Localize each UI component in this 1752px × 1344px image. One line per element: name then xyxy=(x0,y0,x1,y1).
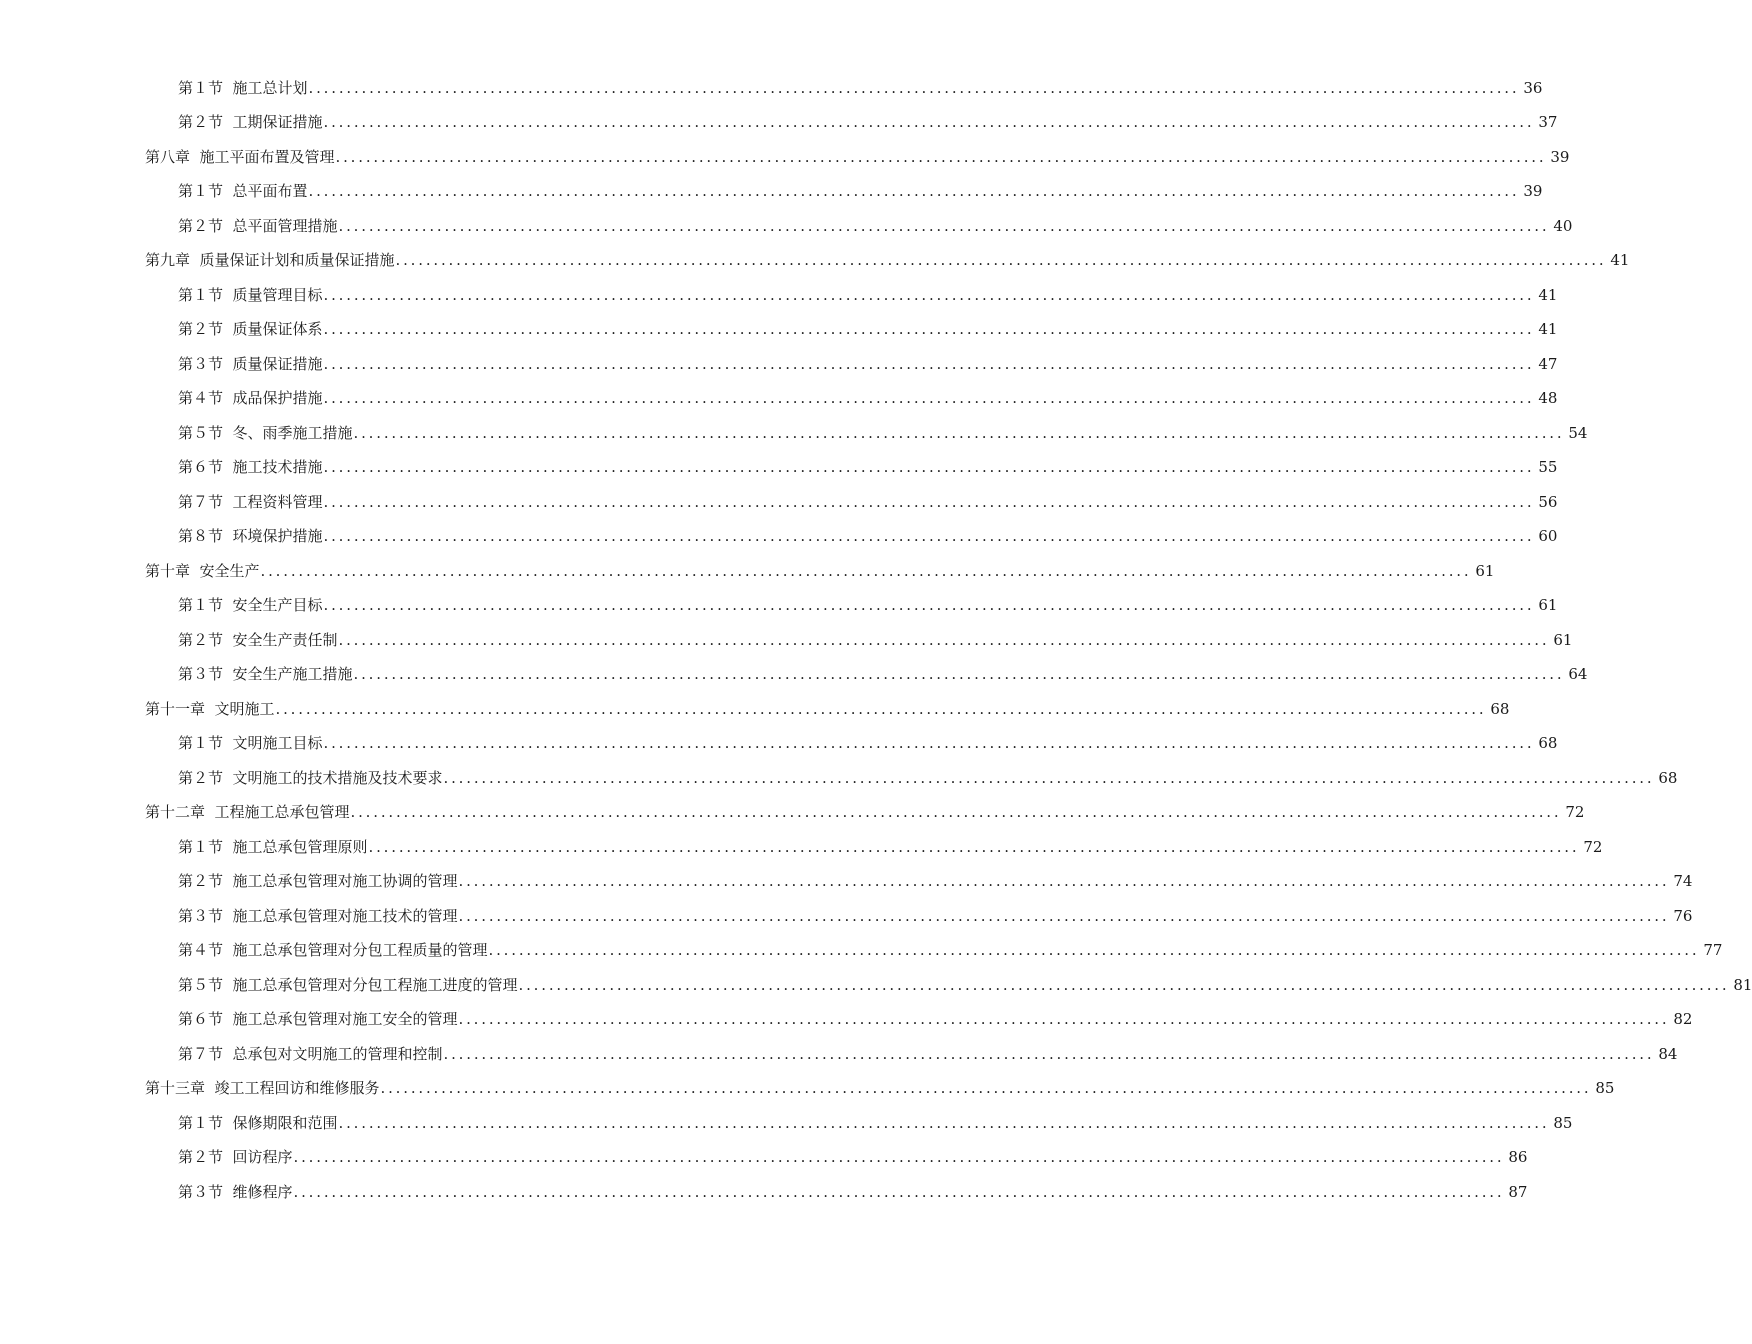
toc-entry-title: 第十一章 文明施工 xyxy=(145,699,275,718)
toc-page-number: 39 xyxy=(1523,182,1543,201)
toc-section-entry[interactable] xyxy=(0,451,1558,486)
toc-entry-title: 第２节 总平面管理措施 xyxy=(178,216,338,235)
toc-dot-leader: ................................................................................................................................................................ xyxy=(338,216,1550,235)
toc-entry-title: 第７节 工程资料管理 xyxy=(178,492,323,511)
toc-dot-leader: ................................................................................................................................................................ xyxy=(368,837,1580,856)
toc-section-entry[interactable] xyxy=(0,589,1558,624)
toc-section-entry[interactable] xyxy=(0,934,1723,969)
toc-page-number: 56 xyxy=(1538,492,1558,511)
toc-section-entry[interactable] xyxy=(0,830,1603,865)
toc-dot-leader: ................................................................................................................................................................ xyxy=(308,182,1520,201)
toc-section-entry[interactable] xyxy=(0,1037,1678,1072)
toc-page-number: 37 xyxy=(1538,113,1558,132)
toc-dot-leader: ................................................................................................................................................................ xyxy=(323,458,1535,477)
toc-page-number: 68 xyxy=(1490,699,1510,718)
toc-page-number: 87 xyxy=(1508,1182,1528,1201)
toc-entry-title: 第十章 安全生产 xyxy=(145,561,260,580)
toc-page-number: 47 xyxy=(1538,354,1558,373)
toc-dot-leader: ................................................................................................................................................................ xyxy=(353,665,1565,684)
toc-section-entry[interactable] xyxy=(0,1141,1528,1176)
toc-page-number: 68 xyxy=(1658,768,1678,787)
toc-dot-leader: ................................................................................................................................................................ xyxy=(323,354,1535,373)
toc-page-number: 61 xyxy=(1553,630,1573,649)
toc-chapter-entry[interactable] xyxy=(0,244,1630,279)
toc-entry-title: 第５节 冬、雨季施工措施 xyxy=(178,423,353,442)
toc-page-number: 54 xyxy=(1568,423,1588,442)
toc-dot-leader: ................................................................................................................................................................ xyxy=(323,492,1535,511)
toc-page-number: 68 xyxy=(1538,734,1558,753)
toc-entry-title: 第３节 安全生产施工措施 xyxy=(178,665,353,684)
toc-chapter-entry[interactable] xyxy=(0,554,1495,589)
toc-page-number: 82 xyxy=(1673,1010,1693,1029)
toc-entry-title: 第２节 安全生产责任制 xyxy=(178,630,338,649)
toc-dot-leader: ................................................................................................................................................................ xyxy=(458,872,1670,891)
toc-entry-title: 第５节 施工总承包管理对分包工程施工进度的管理 xyxy=(178,975,518,994)
toc-dot-leader: ................................................................................................................................................................ xyxy=(323,320,1535,339)
toc-entry-title: 第十三章 竣工工程回访和维修服务 xyxy=(145,1079,380,1098)
toc-dot-leader: ................................................................................................................................................................ xyxy=(293,1148,1505,1167)
toc-dot-leader: ................................................................................................................................................................ xyxy=(443,768,1655,787)
toc-entry-title: 第２节 质量保证体系 xyxy=(178,320,323,339)
toc-page-number: 41 xyxy=(1538,320,1558,339)
toc-entry-title: 第６节 施工总承包管理对施工安全的管理 xyxy=(178,1010,458,1029)
toc-page-number: 61 xyxy=(1538,596,1558,615)
toc-page-number: 84 xyxy=(1658,1044,1678,1063)
toc-section-entry[interactable] xyxy=(0,485,1558,520)
toc-section-entry[interactable] xyxy=(0,106,1558,141)
toc-section-entry[interactable] xyxy=(0,623,1573,658)
toc-page-number: 48 xyxy=(1538,389,1558,408)
toc-dot-leader: ................................................................................................................................................................ xyxy=(338,1113,1550,1132)
toc-section-entry[interactable] xyxy=(0,209,1573,244)
toc-page-number: 61 xyxy=(1475,561,1495,580)
toc-page-number: 41 xyxy=(1538,285,1558,304)
toc-entry-title: 第３节 施工总承包管理对施工技术的管理 xyxy=(178,906,458,925)
toc-section-entry[interactable] xyxy=(0,520,1558,555)
toc-entry-title: 第２节 施工总承包管理对施工协调的管理 xyxy=(178,872,458,891)
toc-entry-title: 第１节 施工总承包管理原则 xyxy=(178,837,368,856)
toc-entry-title: 第十二章 工程施工总承包管理 xyxy=(145,803,350,822)
toc-dot-leader: ................................................................................................................................................................ xyxy=(443,1044,1655,1063)
toc-section-entry[interactable] xyxy=(0,968,1752,1003)
toc-page-number: 39 xyxy=(1550,147,1570,166)
toc-entry-title: 第４节 成品保护措施 xyxy=(178,389,323,408)
toc-section-entry[interactable] xyxy=(0,347,1558,382)
toc-page-number: 41 xyxy=(1610,251,1630,270)
toc-entry-title: 第１节 施工总计划 xyxy=(178,78,308,97)
toc-chapter-entry[interactable] xyxy=(0,796,1585,831)
toc-section-entry[interactable] xyxy=(0,1003,1693,1038)
toc-page-number: 55 xyxy=(1538,458,1558,477)
toc-dot-leader: ................................................................................................................................................................ xyxy=(458,906,1670,925)
toc-entry-title: 第７节 总承包对文明施工的管理和控制 xyxy=(178,1044,443,1063)
toc-section-entry[interactable] xyxy=(0,761,1678,796)
toc-entry-title: 第１节 质量管理目标 xyxy=(178,285,323,304)
toc-section-entry[interactable] xyxy=(0,727,1558,762)
toc-chapter-entry[interactable] xyxy=(0,140,1570,175)
toc-dot-leader: ................................................................................................................................................................ xyxy=(275,699,1487,718)
toc-dot-leader: ................................................................................................................................................................ xyxy=(395,251,1607,270)
toc-section-entry[interactable] xyxy=(0,416,1588,451)
toc-dot-leader: ................................................................................................................................................................ xyxy=(350,803,1562,822)
toc-section-entry[interactable] xyxy=(0,71,1543,106)
toc-page-number: 72 xyxy=(1565,803,1585,822)
toc-entry-title: 第八章 施工平面布置及管理 xyxy=(145,147,335,166)
toc-dot-leader: ................................................................................................................................................................ xyxy=(323,285,1535,304)
toc-section-entry[interactable] xyxy=(0,899,1693,934)
toc-entry-title: 第１节 总平面布置 xyxy=(178,182,308,201)
toc-dot-leader: ................................................................................................................................................................ xyxy=(323,389,1535,408)
toc-entry-title: 第４节 施工总承包管理对分包工程质量的管理 xyxy=(178,941,488,960)
toc-dot-leader: ................................................................................................................................................................ xyxy=(323,734,1535,753)
toc-entry-title: 第６节 施工技术措施 xyxy=(178,458,323,477)
toc-page-number: 40 xyxy=(1553,216,1573,235)
toc-section-entry[interactable] xyxy=(0,1175,1528,1210)
toc-section-entry[interactable] xyxy=(0,1106,1573,1141)
toc-section-entry[interactable] xyxy=(0,278,1558,313)
toc-entry-title: 第８节 环境保护措施 xyxy=(178,527,323,546)
toc-entry-title: 第１节 安全生产目标 xyxy=(178,596,323,615)
toc-section-entry[interactable] xyxy=(0,313,1558,348)
toc-page-number: 36 xyxy=(1523,78,1543,97)
toc-dot-leader: ................................................................................................................................................................ xyxy=(488,941,1700,960)
toc-page-number: 72 xyxy=(1583,837,1603,856)
toc-entry-title: 第３节 质量保证措施 xyxy=(178,354,323,373)
toc-dot-leader: ................................................................................................................................................................ xyxy=(323,113,1535,132)
toc-entry-title: 第２节 工期保证措施 xyxy=(178,113,323,132)
toc-section-entry[interactable] xyxy=(0,865,1693,900)
toc-entry-title: 第２节 文明施工的技术措施及技术要求 xyxy=(178,768,443,787)
toc-dot-leader: ................................................................................................................................................................ xyxy=(353,423,1565,442)
toc-dot-leader: ................................................................................................................................................................ xyxy=(323,527,1535,546)
toc-page-number: 77 xyxy=(1703,941,1723,960)
toc-dot-leader: ................................................................................................................................................................ xyxy=(338,630,1550,649)
toc-dot-leader: ................................................................................................................................................................ xyxy=(323,596,1535,615)
toc-entry-title: 第３节 维修程序 xyxy=(178,1182,293,1201)
toc-dot-leader: ................................................................................................................................................................ xyxy=(335,147,1547,166)
toc-dot-leader: ................................................................................................................................................................ xyxy=(260,561,1472,580)
toc-page-number: 76 xyxy=(1673,906,1693,925)
toc-page-number: 74 xyxy=(1673,872,1693,891)
toc-chapter-entry[interactable] xyxy=(0,1072,1615,1107)
toc-entry-title: 第１节 保修期限和范围 xyxy=(178,1113,338,1132)
toc-dot-leader: ................................................................................................................................................................ xyxy=(458,1010,1670,1029)
toc-entry-title: 第２节 回访程序 xyxy=(178,1148,293,1167)
toc-page-number: 64 xyxy=(1568,665,1588,684)
toc-section-entry[interactable] xyxy=(0,175,1543,210)
toc-section-entry[interactable] xyxy=(0,658,1588,693)
toc-page-number: 86 xyxy=(1508,1148,1528,1167)
toc-dot-leader: ................................................................................................................................................................ xyxy=(293,1182,1505,1201)
toc-dot-leader: ................................................................................................................................................................ xyxy=(380,1079,1592,1098)
toc-entry-title: 第１节 文明施工目标 xyxy=(178,734,323,753)
table-of-contents xyxy=(0,71,1752,1210)
toc-page-number: 60 xyxy=(1538,527,1558,546)
toc-entry-title: 第九章 质量保证计划和质量保证措施 xyxy=(145,251,395,270)
toc-page-number: 85 xyxy=(1553,1113,1573,1132)
toc-chapter-entry[interactable] xyxy=(0,692,1510,727)
toc-page-number: 85 xyxy=(1595,1079,1615,1098)
toc-dot-leader: ................................................................................................................................................................ xyxy=(518,975,1730,994)
toc-section-entry[interactable] xyxy=(0,382,1558,417)
toc-page-number: 81 xyxy=(1733,975,1752,994)
toc-dot-leader: ................................................................................................................................................................ xyxy=(308,78,1520,97)
